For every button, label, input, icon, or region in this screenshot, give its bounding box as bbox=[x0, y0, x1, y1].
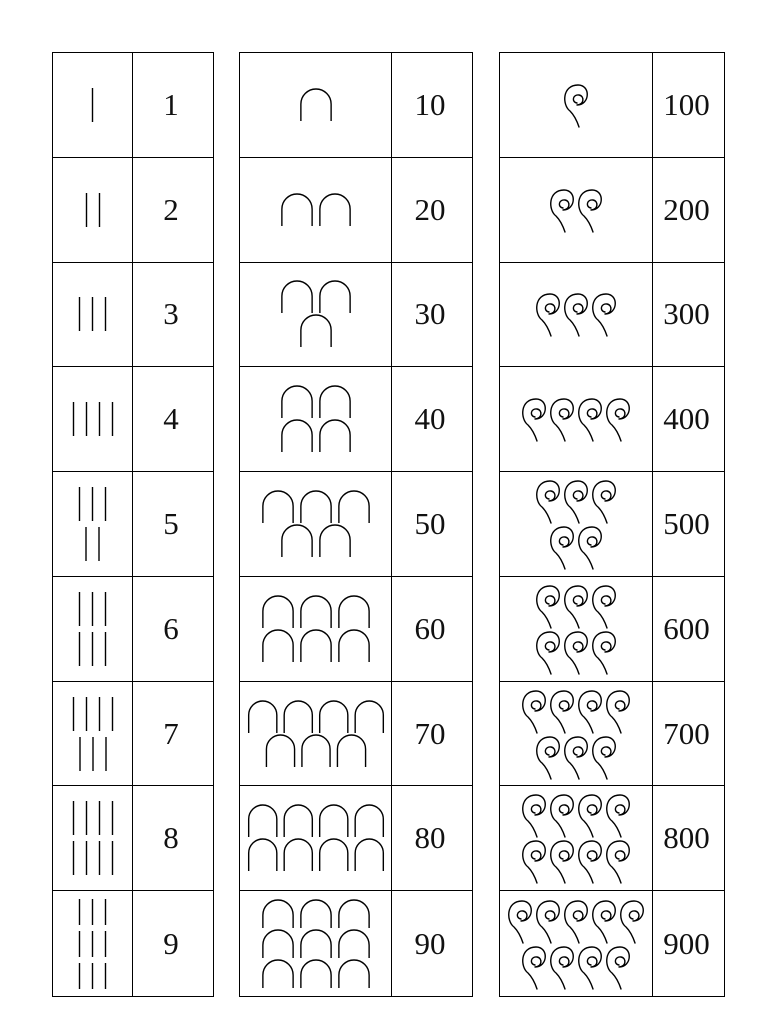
heel-bone-icon bbox=[262, 930, 292, 958]
table-row bbox=[500, 786, 724, 891]
table-row bbox=[240, 891, 472, 996]
table-row bbox=[240, 682, 472, 787]
heel-bone-icon bbox=[319, 525, 349, 557]
coil-of-rope-icon bbox=[565, 586, 588, 628]
symbol-cell bbox=[500, 786, 653, 890]
coil-of-rope-icon bbox=[565, 632, 588, 674]
coil-of-rope-icon bbox=[607, 795, 630, 837]
heel-bone-icon bbox=[281, 386, 311, 418]
coil-of-rope-icon bbox=[523, 399, 546, 441]
hieroglyph-group bbox=[297, 89, 335, 121]
hieroglyph-group bbox=[259, 900, 373, 988]
units-table bbox=[52, 52, 214, 997]
coil-of-rope-icon bbox=[551, 399, 574, 441]
number-value: 7 bbox=[163, 715, 179, 751]
heel-bone-icon bbox=[281, 525, 311, 557]
heel-bone-icon bbox=[300, 315, 330, 347]
heel-bone-icon bbox=[281, 281, 311, 313]
table-row bbox=[500, 682, 724, 787]
coil-of-rope-icon bbox=[593, 481, 616, 523]
table-row bbox=[500, 263, 724, 368]
heel-bone-icon bbox=[338, 960, 368, 988]
heel-bone-icon bbox=[300, 89, 330, 121]
coil-of-rope-icon bbox=[579, 691, 602, 733]
heel-bone-icon bbox=[284, 839, 312, 871]
heel-bone-icon bbox=[281, 194, 311, 226]
heel-bone-icon bbox=[319, 701, 347, 733]
heel-bone-icon bbox=[319, 839, 347, 871]
number-value: 20 bbox=[414, 191, 446, 227]
heel-bone-icon bbox=[355, 701, 383, 733]
table-row bbox=[500, 577, 724, 682]
heel-bone-icon bbox=[262, 596, 292, 628]
table-row bbox=[53, 577, 213, 682]
heel-bone-icon bbox=[281, 420, 311, 452]
heel-bone-icon bbox=[338, 491, 368, 523]
coil-of-rope-icon bbox=[565, 85, 588, 127]
table-row bbox=[53, 367, 213, 472]
hieroglyph-group bbox=[73, 487, 112, 561]
number-value: 30 bbox=[414, 296, 446, 332]
heel-bone-icon bbox=[300, 491, 330, 523]
number-value: 4 bbox=[163, 401, 179, 437]
coil-of-rope-icon bbox=[593, 901, 616, 943]
hieroglyph-group bbox=[245, 701, 387, 767]
table-row bbox=[53, 53, 213, 158]
tens-table bbox=[239, 52, 473, 997]
number-value: 600 bbox=[663, 610, 710, 646]
coil-of-rope-icon bbox=[579, 527, 602, 569]
coil-of-rope-icon bbox=[565, 901, 588, 943]
hieroglyph-group bbox=[534, 584, 618, 674]
coil-of-rope-icon bbox=[593, 737, 616, 779]
heel-bone-icon bbox=[319, 420, 349, 452]
symbol-cell bbox=[500, 577, 653, 681]
coil-of-rope-icon bbox=[537, 901, 560, 943]
heel-bone-icon bbox=[319, 194, 349, 226]
heel-bone-icon bbox=[248, 701, 276, 733]
table-row bbox=[53, 472, 213, 577]
table-row bbox=[500, 367, 724, 472]
number-value: 100 bbox=[663, 86, 710, 122]
symbol-cell bbox=[500, 263, 653, 367]
coil-of-rope-icon bbox=[579, 795, 602, 837]
hieroglyph-group bbox=[562, 83, 590, 127]
heel-bone-icon bbox=[300, 900, 330, 928]
coil-of-rope-icon bbox=[593, 294, 616, 336]
coil-of-rope-icon bbox=[621, 901, 644, 943]
coil-of-rope-icon bbox=[537, 632, 560, 674]
symbol-cell bbox=[240, 682, 392, 786]
symbol-cell bbox=[240, 577, 392, 681]
hieroglyph-group bbox=[534, 479, 618, 569]
heel-bone-icon bbox=[262, 630, 292, 662]
number-value: 40 bbox=[414, 401, 446, 437]
heel-bone-icon bbox=[300, 596, 330, 628]
number-value: 8 bbox=[163, 820, 179, 856]
table-row bbox=[53, 682, 213, 787]
hieroglyph-group bbox=[259, 491, 373, 557]
heel-bone-icon bbox=[262, 491, 292, 523]
number-value: 70 bbox=[414, 715, 446, 751]
heel-bone-icon bbox=[355, 839, 383, 871]
coil-of-rope-icon bbox=[551, 691, 574, 733]
coil-of-rope-icon bbox=[607, 399, 630, 441]
number-value: 900 bbox=[663, 925, 710, 961]
coil-of-rope-icon bbox=[579, 399, 602, 441]
hieroglyph-group bbox=[67, 801, 119, 875]
table-row bbox=[53, 891, 213, 996]
symbol-cell bbox=[500, 472, 653, 576]
table-row bbox=[500, 53, 724, 158]
number-value: 10 bbox=[414, 86, 446, 122]
heel-bone-icon bbox=[284, 805, 312, 837]
symbol-cell bbox=[53, 577, 133, 681]
table-row bbox=[500, 472, 724, 577]
symbol-cell bbox=[53, 472, 133, 576]
number-value: 300 bbox=[663, 296, 710, 332]
table-row bbox=[500, 891, 724, 996]
hieroglyph-group bbox=[278, 386, 354, 452]
coil-of-rope-icon bbox=[523, 947, 546, 989]
coil-of-rope-icon bbox=[523, 691, 546, 733]
hieroglyph-group bbox=[520, 689, 632, 779]
symbol-cell bbox=[500, 682, 653, 786]
coil-of-rope-icon bbox=[579, 190, 602, 232]
number-value: 700 bbox=[663, 715, 710, 751]
heel-bone-icon bbox=[337, 735, 365, 767]
coil-of-rope-icon bbox=[579, 947, 602, 989]
table-row bbox=[53, 158, 213, 263]
hieroglyph-group bbox=[73, 592, 112, 666]
number-value: 3 bbox=[163, 296, 179, 332]
coil-of-rope-icon bbox=[579, 841, 602, 883]
symbol-cell bbox=[240, 158, 392, 262]
coil-of-rope-icon bbox=[565, 481, 588, 523]
hieroglyph-group bbox=[548, 188, 604, 232]
heel-bone-icon bbox=[319, 281, 349, 313]
symbol-cell bbox=[53, 53, 133, 157]
symbol-cell bbox=[500, 158, 653, 262]
symbol-cell bbox=[500, 53, 653, 157]
coil-of-rope-icon bbox=[551, 795, 574, 837]
heel-bone-icon bbox=[300, 930, 330, 958]
heel-bone-icon bbox=[284, 701, 312, 733]
heel-bone-icon bbox=[266, 735, 294, 767]
hieroglyph-group bbox=[73, 297, 112, 331]
table-row bbox=[500, 158, 724, 263]
number-value: 2 bbox=[163, 191, 179, 227]
hieroglyph-group bbox=[67, 402, 119, 436]
heel-bone-icon bbox=[301, 735, 329, 767]
heel-bone-icon bbox=[300, 960, 330, 988]
table-row bbox=[240, 786, 472, 891]
symbol-cell bbox=[500, 891, 653, 996]
number-value: 80 bbox=[414, 820, 446, 856]
coil-of-rope-icon bbox=[537, 737, 560, 779]
symbol-cell bbox=[53, 263, 133, 367]
hieroglyph-group bbox=[73, 899, 112, 989]
symbol-cell bbox=[240, 472, 392, 576]
heel-bone-icon bbox=[338, 596, 368, 628]
number-value: 5 bbox=[163, 505, 179, 541]
table-row bbox=[240, 158, 472, 263]
number-value: 6 bbox=[163, 610, 179, 646]
symbol-cell bbox=[53, 786, 133, 890]
heel-bone-icon bbox=[338, 630, 368, 662]
table-row bbox=[240, 53, 472, 158]
symbol-cell bbox=[240, 891, 392, 996]
hieroglyph-group bbox=[520, 397, 632, 441]
table-row bbox=[240, 367, 472, 472]
hieroglyph-group bbox=[80, 193, 106, 227]
heel-bone-icon bbox=[355, 805, 383, 837]
heel-bone-icon bbox=[248, 839, 276, 871]
heel-bone-icon bbox=[248, 805, 276, 837]
coil-of-rope-icon bbox=[593, 632, 616, 674]
coil-of-rope-icon bbox=[607, 841, 630, 883]
number-value: 9 bbox=[163, 925, 179, 961]
heel-bone-icon bbox=[319, 386, 349, 418]
hieroglyph-group bbox=[86, 88, 99, 122]
coil-of-rope-icon bbox=[565, 294, 588, 336]
coil-of-rope-icon bbox=[551, 190, 574, 232]
coil-of-rope-icon bbox=[509, 901, 532, 943]
hieroglyph-group bbox=[278, 194, 354, 226]
heel-bone-icon bbox=[262, 960, 292, 988]
symbol-cell bbox=[53, 891, 133, 996]
symbol-cell bbox=[240, 786, 392, 890]
hieroglyph-group bbox=[520, 793, 632, 883]
coil-of-rope-icon bbox=[537, 586, 560, 628]
heel-bone-icon bbox=[300, 630, 330, 662]
hieroglyph-group bbox=[245, 805, 387, 871]
hieroglyph-group bbox=[506, 899, 646, 989]
heel-bone-icon bbox=[319, 805, 347, 837]
hieroglyph-group bbox=[67, 697, 119, 771]
table-row bbox=[240, 472, 472, 577]
number-value: 50 bbox=[414, 505, 446, 541]
number-value: 90 bbox=[414, 925, 446, 961]
number-value: 500 bbox=[663, 505, 710, 541]
hieroglyph-group bbox=[534, 292, 618, 336]
coil-of-rope-icon bbox=[523, 841, 546, 883]
number-value: 60 bbox=[414, 610, 446, 646]
number-value: 400 bbox=[663, 401, 710, 437]
symbol-cell bbox=[53, 682, 133, 786]
coil-of-rope-icon bbox=[593, 586, 616, 628]
coil-of-rope-icon bbox=[551, 527, 574, 569]
coil-of-rope-icon bbox=[523, 795, 546, 837]
number-value: 1 bbox=[163, 86, 179, 122]
coil-of-rope-icon bbox=[607, 691, 630, 733]
symbol-cell bbox=[240, 367, 392, 471]
symbol-cell bbox=[53, 367, 133, 471]
hieroglyph-group bbox=[278, 281, 354, 347]
number-value: 800 bbox=[663, 820, 710, 856]
coil-of-rope-icon bbox=[537, 294, 560, 336]
coil-of-rope-icon bbox=[551, 947, 574, 989]
coil-of-rope-icon bbox=[565, 737, 588, 779]
symbol-cell bbox=[500, 367, 653, 471]
coil-of-rope-icon bbox=[537, 481, 560, 523]
heel-bone-icon bbox=[338, 930, 368, 958]
table-row bbox=[53, 263, 213, 368]
symbol-cell bbox=[240, 263, 392, 367]
table-row bbox=[240, 577, 472, 682]
coil-of-rope-icon bbox=[607, 947, 630, 989]
hundreds-table bbox=[499, 52, 725, 997]
number-value: 200 bbox=[663, 191, 710, 227]
heel-bone-icon bbox=[262, 900, 292, 928]
coil-of-rope-icon bbox=[551, 841, 574, 883]
hieroglyph-group bbox=[259, 596, 373, 662]
heel-bone-icon bbox=[338, 900, 368, 928]
symbol-cell bbox=[240, 53, 392, 157]
table-row bbox=[53, 786, 213, 891]
symbol-cell bbox=[53, 158, 133, 262]
table-row bbox=[240, 263, 472, 368]
